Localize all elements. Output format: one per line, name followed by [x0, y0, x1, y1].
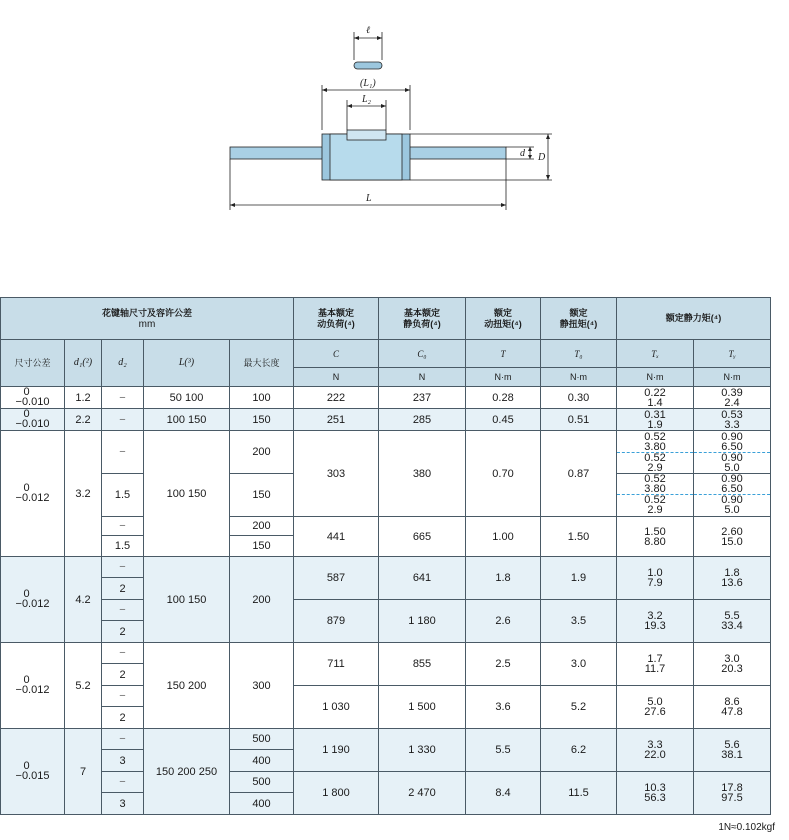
label-d: d	[520, 148, 525, 159]
T: 2.5	[466, 643, 541, 686]
L: 150 200	[144, 643, 230, 729]
table-row	[1, 643, 771, 664]
spec-table	[0, 297, 771, 815]
tolerance: 0 −0.012	[1, 643, 65, 729]
TX: 3.3 22.0	[617, 729, 694, 772]
maxlen: 200	[230, 557, 294, 643]
table-row	[1, 409, 771, 431]
table-row	[1, 557, 771, 578]
tolerance: 0 −0.010	[1, 409, 65, 431]
C0: 641	[379, 557, 466, 600]
C0: 1 330	[379, 729, 466, 772]
d2: −	[102, 409, 144, 431]
col-header-C: 基本额定 动负荷(⁴)	[294, 298, 379, 340]
maxlen: 200	[230, 517, 294, 536]
TX: 5.0 27.6	[617, 686, 694, 729]
label-L2: L₂	[362, 94, 372, 105]
d2: −	[102, 686, 144, 707]
tolerance: 0 −0.010	[1, 387, 65, 409]
d2: −	[102, 431, 144, 474]
d2: 2	[102, 578, 144, 600]
TY: 1.8 13.6	[694, 557, 771, 600]
C: 711	[294, 643, 379, 686]
T0: 3.0	[541, 643, 617, 686]
C0: 2 470	[379, 772, 466, 815]
table-row	[1, 600, 771, 621]
d2: −	[102, 600, 144, 621]
T0: 0.30	[541, 387, 617, 409]
d2: 3	[102, 793, 144, 815]
unit-TX: N·m	[617, 368, 694, 387]
unit-C: N	[294, 368, 379, 387]
TY: 0.90 6.50 0.90 5.0 0.90 6.50 0.90 5.0	[694, 431, 771, 517]
TX: 1.50 8.80	[617, 517, 694, 557]
maxlen: 300	[230, 643, 294, 729]
L: 150 200 250	[144, 729, 230, 815]
C: 1 190	[294, 729, 379, 772]
TY: 2.60 15.0	[694, 517, 771, 557]
maxlen: 150	[230, 536, 294, 557]
maxlen: 500	[230, 729, 294, 750]
TX: 3.2 19.3	[617, 600, 694, 643]
T0: 6.2	[541, 729, 617, 772]
unit-T: N·m	[466, 368, 541, 387]
group-header: 花键轴尺寸及容许公差 mm	[1, 298, 294, 340]
C: 879	[294, 600, 379, 643]
TY: 0.53 3.3	[694, 409, 771, 431]
d1: 4.2	[65, 557, 102, 643]
col-header-moment: 额定静力矩(⁴)	[617, 298, 771, 340]
C0: 285	[379, 409, 466, 431]
C: 222	[294, 387, 379, 409]
d2: −	[102, 517, 144, 536]
unit-T0: N·m	[541, 368, 617, 387]
C0: 380	[379, 431, 466, 517]
maxlen: 100	[230, 387, 294, 409]
col-header-C0: 基本额定 静负荷(⁴)	[379, 298, 466, 340]
d2: −	[102, 387, 144, 409]
C: 1 800	[294, 772, 379, 815]
tolerance: 0 −0.012	[1, 557, 65, 643]
T: 2.6	[466, 600, 541, 643]
TX: 1.0 7.9	[617, 557, 694, 600]
d2: 1.5	[102, 474, 144, 517]
col-L: L(³)	[144, 340, 230, 387]
tolerance: 0 −0.015	[1, 729, 65, 815]
T0: 0.87	[541, 431, 617, 517]
T: 1.8	[466, 557, 541, 600]
TY: 5.6 38.1	[694, 729, 771, 772]
L: 100 150	[144, 409, 230, 431]
d1: 3.2	[65, 431, 102, 557]
col-header-T: 额定 动扭矩(⁴)	[466, 298, 541, 340]
C: 1 030	[294, 686, 379, 729]
d1: 1.2	[65, 387, 102, 409]
maxlen: 400	[230, 793, 294, 815]
C: 303	[294, 431, 379, 517]
d2: −	[102, 729, 144, 750]
table-row	[1, 431, 771, 474]
tolerance: 0 −0.012	[1, 431, 65, 557]
maxlen: 400	[230, 750, 294, 772]
C0: 855	[379, 643, 466, 686]
TY: 5.5 33.4	[694, 600, 771, 643]
T: 3.6	[466, 686, 541, 729]
T0: 1.9	[541, 557, 617, 600]
unit-C0: N	[379, 368, 466, 387]
label-l: ℓ	[366, 25, 371, 36]
label-D: D	[538, 152, 546, 163]
maxlen: 150	[230, 409, 294, 431]
L: 100 150	[144, 557, 230, 643]
T: 0.45	[466, 409, 541, 431]
T0: 1.50	[541, 517, 617, 557]
footnote: 1N≈0.102kgf	[718, 822, 775, 833]
d1: 2.2	[65, 409, 102, 431]
table-row	[1, 517, 771, 536]
table-row	[1, 729, 771, 750]
C: 441	[294, 517, 379, 557]
d2: −	[102, 557, 144, 578]
sym-C: C	[294, 340, 379, 368]
label-L: L	[366, 193, 372, 204]
maxlen: 500	[230, 772, 294, 793]
sym-TY: Tᵧ	[694, 340, 771, 368]
col-d1: d₁(²)	[65, 340, 102, 387]
sym-T: T	[466, 340, 541, 368]
T: 0.28	[466, 387, 541, 409]
TX: 0.52 3.80 0.52 2.9 0.52 3.80 0.52 2.9	[617, 431, 694, 517]
C0: 237	[379, 387, 466, 409]
T0: 0.51	[541, 409, 617, 431]
sym-C0: C₀	[379, 340, 466, 368]
d2: −	[102, 772, 144, 793]
TY: 17.8 97.5	[694, 772, 771, 815]
T: 8.4	[466, 772, 541, 815]
ball-spline-dimension-diagram	[0, 0, 789, 230]
T: 5.5	[466, 729, 541, 772]
L: 100 150	[144, 431, 230, 557]
TY: 8.6 47.8	[694, 686, 771, 729]
C: 587	[294, 557, 379, 600]
d1: 7	[65, 729, 102, 815]
T0: 11.5	[541, 772, 617, 815]
TX: 0.22 1.4	[617, 387, 694, 409]
C0: 1 180	[379, 600, 466, 643]
col-tolerance: 尺寸公差	[1, 340, 65, 387]
C: 251	[294, 409, 379, 431]
maxlen: 150	[230, 474, 294, 517]
table-row	[1, 772, 771, 793]
TX: 10.3 56.3	[617, 772, 694, 815]
d2: 2	[102, 707, 144, 729]
table-row	[1, 387, 771, 409]
sym-T0: T₀	[541, 340, 617, 368]
unit-TY: N·m	[694, 368, 771, 387]
C0: 1 500	[379, 686, 466, 729]
d2: 1.5	[102, 536, 144, 557]
L: 50 100	[144, 387, 230, 409]
TY: 0.39 2.4	[694, 387, 771, 409]
d2: 2	[102, 621, 144, 643]
d2: 3	[102, 750, 144, 772]
col-d2: d₂	[102, 340, 144, 387]
d2: −	[102, 643, 144, 664]
maxlen: 200	[230, 431, 294, 474]
d2: 2	[102, 664, 144, 686]
sym-TX: Tₓ	[617, 340, 694, 368]
table-row	[1, 686, 771, 707]
TX: 1.7 11.7	[617, 643, 694, 686]
C0: 665	[379, 517, 466, 557]
T0: 5.2	[541, 686, 617, 729]
col-maxlen: 最大长度	[230, 340, 294, 387]
label-L1: (L₁)	[360, 78, 376, 89]
TY: 3.0 20.3	[694, 643, 771, 686]
T: 0.70	[466, 431, 541, 517]
d1: 5.2	[65, 643, 102, 729]
TX: 0.31 1.9	[617, 409, 694, 431]
T: 1.00	[466, 517, 541, 557]
T0: 3.5	[541, 600, 617, 643]
col-header-T0: 额定 静扭矩(⁴)	[541, 298, 617, 340]
